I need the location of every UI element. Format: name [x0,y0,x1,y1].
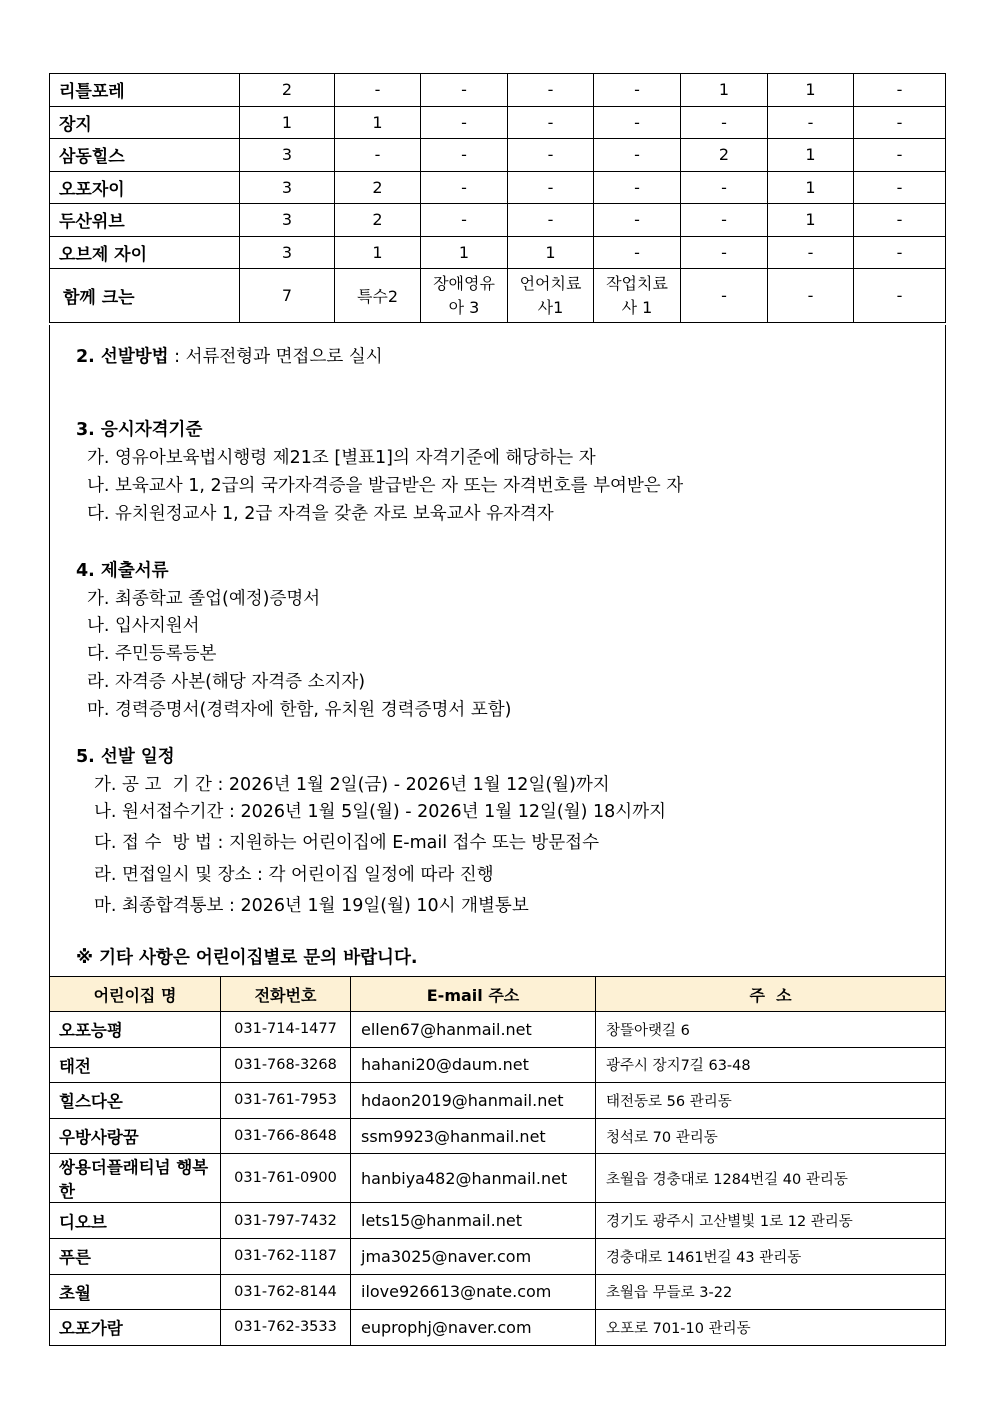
email-link[interactable]: euprophj@naver.com [351,1310,596,1346]
phone-number: 031-766-8648 [221,1118,351,1154]
quota-cell: - [594,74,681,107]
table-row [50,1154,946,1203]
table-row [50,1047,946,1083]
list-item: 라. 자격증 사본(해당 자격증 소지자) [87,672,366,692]
quota-cell [594,269,681,323]
quota-cell: 1 [240,106,335,139]
email-link[interactable]: hdaon2019@hanmail.net [351,1083,596,1119]
list-item: 마. 경력증명서(경력자에 한함, 유치원 경력증명서 포함) [87,700,512,720]
column-header: 전화번호 [221,977,351,1012]
address: 태전동로 56 관리동 [596,1083,946,1119]
section-title: 4. 제출서류 [76,561,169,581]
quota-cell: - [508,74,594,107]
quota-cell: - [508,139,594,172]
section-title: 3. 응시자격기준 [76,420,203,440]
address: 광주시 장지7길 63-48 [596,1047,946,1083]
quota-cell: 2 [335,204,421,237]
quota-cell: 1 [768,139,854,172]
phone-number: 031-714-1477 [221,1012,351,1048]
address: 경충대로 1461번길 43 관리동 [596,1238,946,1274]
phone-number: 031-761-7953 [221,1083,351,1119]
quota-cell: 3 [240,171,335,204]
quota-cell-line: 작업치료 [606,273,668,293]
quota-cell: 1 [768,171,854,204]
note: ※ 기타 사항은 어린이집별로 문의 바랍니다. [76,948,418,968]
quota-cell: - [854,204,946,237]
list-item: 가. 공 고 기 간 : 2026년 1월 2일(금) - 2026년 1월 12일(월)까지 [94,775,610,795]
email-link[interactable]: ellen67@hanmail.net [351,1012,596,1048]
quota-cell: - [854,74,946,107]
quota-table [49,73,946,323]
section-title: 5. 선발 일정 [76,747,175,767]
quota-cell: - [594,139,681,172]
quota-cell: - [854,171,946,204]
phone-number: 031-797-7432 [221,1203,351,1239]
center-name: 삼동힐스 [50,139,240,172]
table-row [50,1083,946,1119]
quota-cell: - [768,106,854,139]
quota-cell: 3 [240,139,335,172]
quota-cell: - [594,106,681,139]
list-item: 가. 영유아보육법시행령 제21조 [별표1]의 자격기준에 해당하는 자 [87,448,596,468]
address: 초월읍 무들로 3-22 [596,1274,946,1310]
center-name: 리틀포레 [50,74,240,107]
list-item: 라. 면접일시 및 장소 : 각 어린이집 일정에 따라 진행 [94,865,494,885]
table-header-row [50,977,946,1012]
quota-cell: 7 [240,269,335,323]
center-name: 디오브 [50,1203,221,1239]
quota-cell: 2 [335,171,421,204]
phone-number: 031-768-3268 [221,1047,351,1083]
center-name: 푸른 [50,1238,221,1274]
center-name: 오포능평 [50,1012,221,1048]
address: 청석로 70 관리동 [596,1118,946,1154]
quota-cell: - [594,171,681,204]
quota-cell-line: 장애영유 [433,273,495,293]
table-row [50,236,946,269]
table-row [50,74,946,107]
table-row [50,1012,946,1048]
quota-cell: - [421,74,508,107]
quota-cell: 1 [768,74,854,107]
column-header: 주 소 [596,977,946,1012]
email-link[interactable]: lets15@hanmail.net [351,1203,596,1239]
quota-cell: - [681,269,768,323]
table-row [50,1118,946,1154]
list-item: 나. 원서접수기간 : 2026년 1월 5일(월) - 2026년 1월 12일(월) 18시까지 [94,802,667,822]
phone-number: 031-761-0900 [221,1154,351,1203]
quota-cell: - [421,204,508,237]
address: 초월읍 경충대로 1284번길 40 관리동 [596,1154,946,1203]
table-row [50,106,946,139]
contact-table [49,976,946,1346]
center-name: 초월 [50,1274,221,1310]
email-link[interactable]: hanbiya482@hanmail.net [351,1154,596,1203]
quota-cell: - [508,106,594,139]
center-name: 태전 [50,1047,221,1083]
quota-cell: 1 [508,236,594,269]
quota-cell: - [421,139,508,172]
list-item: 가. 최종학교 졸업(예정)증명서 [87,589,321,609]
quota-cell: - [854,269,946,323]
table-row [50,171,946,204]
center-name: 힐스다온 [50,1083,221,1119]
quota-cell: - [854,106,946,139]
quota-cell-line: 사 1 [621,297,653,317]
email-link[interactable]: hahani20@daum.net [351,1047,596,1083]
quota-cell-line: 사1 [537,297,564,317]
section-title: 2. 선발방법 [76,347,169,367]
quota-cell: - [508,171,594,204]
quota-cell: - [768,269,854,323]
quota-cell: 특수2 [335,269,421,323]
quota-cell: - [421,171,508,204]
list-item: 다. 주민등록등본 [87,644,217,664]
quota-cell: 1 [335,236,421,269]
quota-cell: - [681,106,768,139]
column-header: 어린이집 명 [50,977,221,1012]
table-row [50,1238,946,1274]
section-text: : 서류전형과 면접으로 실시 [168,347,383,367]
table-row [50,269,946,323]
quota-cell: - [681,204,768,237]
table-row [50,1274,946,1310]
table-row [50,1310,946,1346]
list-item: 마. 최종합격통보 : 2026년 1월 19일(월) 10시 개별통보 [94,896,529,916]
quota-cell: 2 [240,74,335,107]
quota-cell: - [508,204,594,237]
address: 경기도 광주시 고산별빛 1로 12 관리동 [596,1203,946,1239]
quota-cell: 1 [681,74,768,107]
email-link[interactable]: ilove926613@nate.com [351,1274,596,1310]
quota-cell: 2 [681,139,768,172]
quota-cell [508,269,594,323]
quota-cell-line: 아 3 [448,297,480,317]
center-name: 오포가람 [50,1310,221,1346]
quota-cell: - [594,236,681,269]
center-name: 우방사랑꿈 [50,1118,221,1154]
phone-number: 031-762-3533 [221,1310,351,1346]
column-header: E-mail 주소 [351,977,596,1012]
quota-cell [421,269,508,323]
center-name: 오포자이 [50,171,240,204]
table-row [50,139,946,172]
list-item: 다. 접 수 방 법 : 지원하는 어린이집에 E-mail 접수 또는 방문접수 [94,833,599,853]
center-name: 함께 크는 [50,269,240,323]
quota-cell: 1 [768,204,854,237]
center-name: 장지 [50,106,240,139]
quota-cell: 1 [335,106,421,139]
address: 창뜰아랫길 6 [596,1012,946,1048]
phone-number: 031-762-8144 [221,1274,351,1310]
center-name: 쌍용더플래티넘 행복한 [50,1154,221,1203]
quota-cell-line: 언어치료 [519,273,582,293]
quota-cell: - [681,171,768,204]
quota-cell: - [854,139,946,172]
email-link[interactable]: jma3025@naver.com [351,1238,596,1274]
quota-cell: - [421,106,508,139]
list-item: 나. 보육교사 1, 2급의 국가자격증을 발급받은 자 또는 자격번호를 부여받은 자 [87,476,684,496]
quota-cell: 1 [421,236,508,269]
quota-cell: - [594,204,681,237]
list-item: 나. 입사지원서 [87,616,200,636]
quota-cell: - [768,236,854,269]
email-link[interactable]: ssm9923@hanmail.net [351,1118,596,1154]
quota-cell: - [854,236,946,269]
center-name: 두산위브 [50,204,240,237]
center-name: 오브제 자이 [50,236,240,269]
phone-number: 031-762-1187 [221,1238,351,1274]
quota-cell: 3 [240,236,335,269]
quota-cell: - [335,74,421,107]
quota-cell: 3 [240,204,335,237]
table-row [50,204,946,237]
table-row [50,1203,946,1239]
quota-cell: - [681,236,768,269]
section-2 [76,343,383,368]
list-item: 다. 유치원정교사 1, 2급 자격을 갖춘 자로 보육교사 유자격자 [87,504,554,524]
address: 오포로 701-10 관리동 [596,1310,946,1346]
quota-cell: - [335,139,421,172]
